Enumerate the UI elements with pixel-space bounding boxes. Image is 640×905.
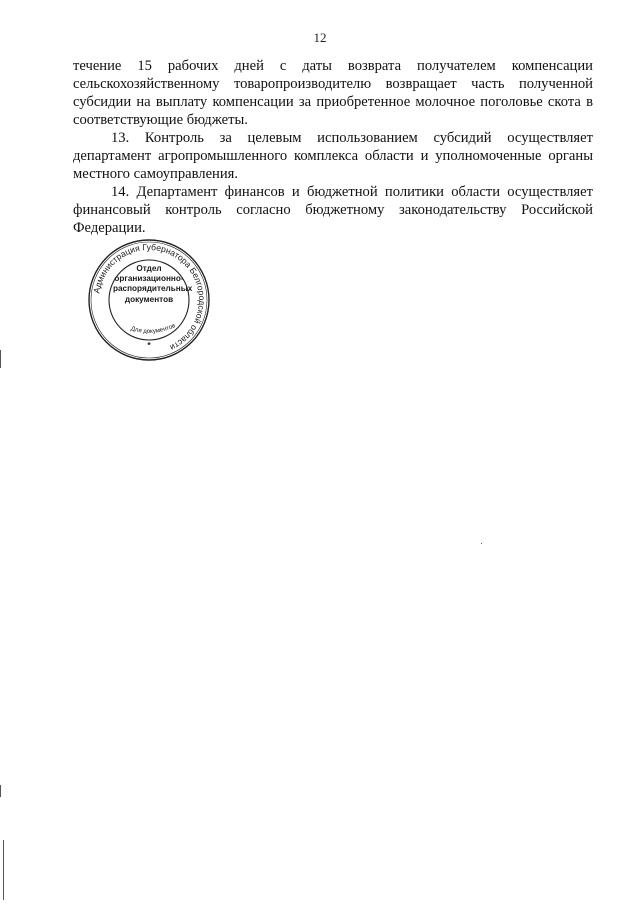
scan-edge-mark [0, 785, 1, 797]
stamp-ring-text: Администрация Губернатора Белгородской области [91, 241, 208, 353]
stamp-line-3: распорядительных [113, 284, 193, 294]
official-stamp [87, 238, 211, 362]
stamp-line-1: Отдел [136, 264, 162, 273]
stamp-center-text [113, 264, 193, 330]
page-number: 12 [313, 30, 327, 45]
paragraph-14: 14. Департамент финансов и бюджетной политики области осуществляет финансовый контроль согласно бюджетному законодательству Российской Федерации. [73, 184, 593, 236]
scan-dot [481, 543, 482, 544]
scan-edge-mark [0, 350, 1, 368]
stamp-bottom-text: Для документов [129, 322, 177, 336]
paragraph-13: 13. Контроль за целевым использованием субсидий осуществляет департамент агропромышленного комплекса области и уполномоченные органы местного самоуправления. [73, 130, 593, 182]
stamp-star: * [147, 340, 151, 350]
stamp-line-4: документов [124, 294, 174, 304]
paragraph-continuation: течение 15 рабочих дней с даты возврата получателем компенсации сельскохозяйственному товаропроизводителю возвращает часть полученной субсидии на выплату компенсации за приобретенное молочное поголовье скота в соответствующие бюджеты. [73, 58, 593, 128]
stamp-line-2: организационно- [114, 274, 184, 284]
document-body [73, 57, 593, 237]
scan-edge-mark [3, 840, 4, 900]
